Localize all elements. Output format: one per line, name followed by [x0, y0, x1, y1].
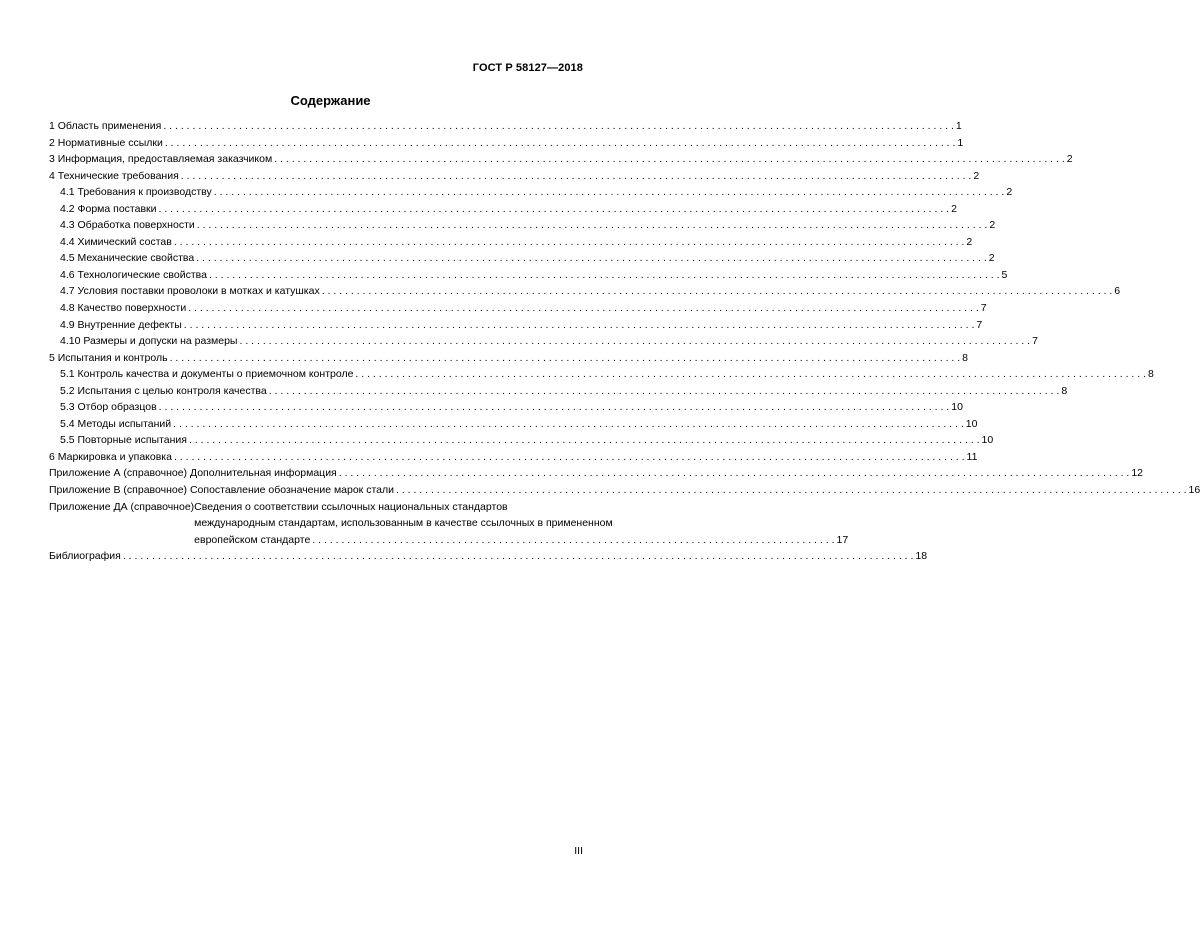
toc-page-number: 2 — [989, 219, 996, 232]
toc-page-number: 5 — [1001, 268, 1008, 281]
toc-dot-leader — [165, 135, 956, 152]
toc-entry[interactable] — [49, 201, 957, 218]
toc-entry[interactable] — [49, 432, 994, 449]
toc-page-number: 6 — [1114, 285, 1121, 298]
toc-entry-label: Приложение В (справочное) Сопоставление обозначение марок стали — [49, 484, 394, 497]
toc-dot-leader — [322, 283, 1113, 300]
toc-entry[interactable] — [49, 317, 983, 334]
toc-entry-label: 4.7 Условия поставки проволоки в мотках и катушках — [60, 285, 320, 298]
toc-dot-leader — [159, 399, 950, 416]
toc-entry-label: 4.8 Качество поверхности — [60, 302, 187, 315]
toc-entry[interactable] — [49, 135, 964, 152]
toc-entry[interactable] — [49, 217, 996, 234]
toc-entry[interactable] — [49, 350, 968, 367]
toc-entry-line: Сведения о соответствии ссылочных национальных стандартов — [194, 500, 508, 513]
toc-page-number: 2 — [973, 169, 980, 182]
toc-page-number: 8 — [962, 351, 968, 364]
toc-entry-label: 4.2 Форма поставки — [60, 202, 157, 215]
toc-entry-label: 4.3 Обработка поверхности — [60, 219, 195, 232]
toc-entry-label: Библиография — [49, 550, 121, 563]
toc-dot-leader — [396, 482, 1187, 499]
toc-dot-leader — [196, 250, 987, 267]
toc-dot-leader — [355, 366, 1146, 383]
toc-entry[interactable] — [49, 151, 1073, 168]
toc-dot-leader — [159, 201, 950, 218]
toc-dot-leader — [181, 168, 972, 185]
toc-dot-leader — [163, 118, 954, 135]
toc-entry[interactable] — [49, 333, 1038, 350]
toc-entry[interactable] — [49, 267, 1008, 284]
toc-entry-label: 5.4 Методы испытаний — [60, 417, 172, 430]
toc-entry-line: европейском стандарте — [194, 533, 311, 546]
toc-page-number: 8 — [1061, 384, 1068, 397]
toc-entry[interactable] — [49, 399, 963, 416]
toc-dot-leader — [274, 151, 1065, 168]
toc-entry-line: международным стандартам, использованным в качестве ссылочных в примененном — [194, 517, 613, 530]
toc-page-number: 11 — [966, 450, 978, 463]
toc-entry-label: 5.1 Контроль качества и документы о приемочном контроле — [60, 368, 354, 381]
toc-page-number: 2 — [966, 235, 973, 248]
toc-dot-leader — [269, 383, 1060, 400]
toc-entry[interactable] — [49, 234, 973, 251]
toc-entry-annex-da[interactable] — [49, 499, 849, 549]
toc-dot-leader — [173, 416, 964, 433]
toc-entry-label: 5.3 Отбор образцов — [60, 401, 157, 414]
toc-entry-label: 4.6 Технологические свойства — [60, 268, 207, 281]
toc-entry-label: 4.4 Химический состав — [60, 235, 172, 248]
toc-entry-label: 5.5 Повторные испытания — [60, 434, 187, 447]
toc-page-number: 12 — [1131, 467, 1144, 480]
toc-entry[interactable] — [49, 184, 1013, 201]
toc-entry[interactable] — [49, 449, 978, 466]
toc-dot-leader — [214, 184, 1005, 201]
toc-page-number: 2 — [1066, 153, 1073, 166]
toc-entry-label: 4.9 Внутренние дефекты — [60, 318, 182, 331]
toc-entry-label: 4 Технические требования — [49, 169, 179, 182]
toc-page-number: 2 — [988, 252, 995, 265]
table-of-contents — [49, 118, 1200, 565]
toc-dot-leader — [188, 300, 979, 317]
page-title: Содержание — [290, 93, 371, 108]
toc-entry[interactable] — [49, 416, 978, 433]
toc-page-number: 1 — [955, 120, 962, 132]
toc-entry[interactable] — [49, 482, 1200, 499]
toc-entry-label: 4.1 Требования к производству — [60, 186, 212, 199]
toc-entry[interactable] — [49, 283, 1121, 300]
toc-page-number: 1 — [957, 136, 964, 149]
toc-entry-label: 3 Информация, предоставляемая заказчиком — [49, 153, 273, 166]
toc-entry-label: Приложение А (справочное) Дополнительная информация — [49, 467, 337, 480]
toc-page-number: 8 — [1148, 368, 1154, 381]
toc-entry[interactable] — [49, 118, 962, 135]
toc-entry[interactable] — [49, 366, 1154, 383]
toc-page-number: 2 — [951, 202, 957, 215]
toc-entry-prefix: Приложение ДА (справочное) — [49, 500, 195, 513]
toc-entry-label: 5.2 Испытания с целью контроля качества — [60, 384, 267, 397]
toc-entry[interactable] — [49, 300, 987, 317]
toc-dot-leader — [189, 432, 980, 449]
document-id: ГОСТ Р 58127—2018 — [472, 62, 583, 74]
toc-entry-label: 4.10 Размеры и допуски на размеры — [60, 335, 238, 348]
toc-dot-leader — [197, 217, 988, 234]
toc-page-number: 7 — [1032, 335, 1038, 348]
toc-dot-leader — [312, 532, 834, 549]
toc-dot-leader — [170, 350, 961, 367]
toc-entry[interactable] — [49, 250, 995, 267]
toc-entry-label: 1 Область применения — [49, 120, 162, 132]
toc-page-number: 17 — [836, 533, 849, 546]
toc-page-number: 7 — [976, 318, 983, 331]
toc-page-number: 18 — [915, 550, 928, 563]
toc-entry-label: 2 Нормативные ссылки — [49, 136, 163, 149]
toc-page-number: 10 — [981, 434, 994, 447]
toc-dot-leader — [174, 449, 965, 466]
toc-dot-leader — [209, 267, 1000, 284]
toc-entry-label: 6 Маркировка и упаковка — [49, 450, 172, 463]
toc-dot-leader — [174, 234, 965, 251]
toc-dot-leader — [239, 333, 1030, 350]
toc-dot-leader — [339, 465, 1130, 482]
page-number: III — [574, 845, 583, 857]
toc-page-number: 10 — [965, 417, 978, 430]
toc-dot-leader — [184, 317, 975, 334]
toc-entry-bibliography[interactable] — [49, 548, 928, 565]
toc-entry-label: 4.5 Механические свойства — [60, 252, 195, 265]
toc-entry-label: 5 Испытания и контроль — [49, 351, 168, 364]
toc-page-number: 16 — [1188, 484, 1200, 497]
toc-page-number: 10 — [951, 401, 963, 414]
toc-page-number: 7 — [980, 302, 987, 315]
toc-entry[interactable] — [49, 465, 1144, 482]
toc-entry[interactable] — [49, 383, 1068, 400]
toc-entry[interactable] — [49, 168, 980, 185]
toc-page-number: 2 — [1006, 186, 1013, 199]
toc-dot-leader — [123, 548, 914, 565]
